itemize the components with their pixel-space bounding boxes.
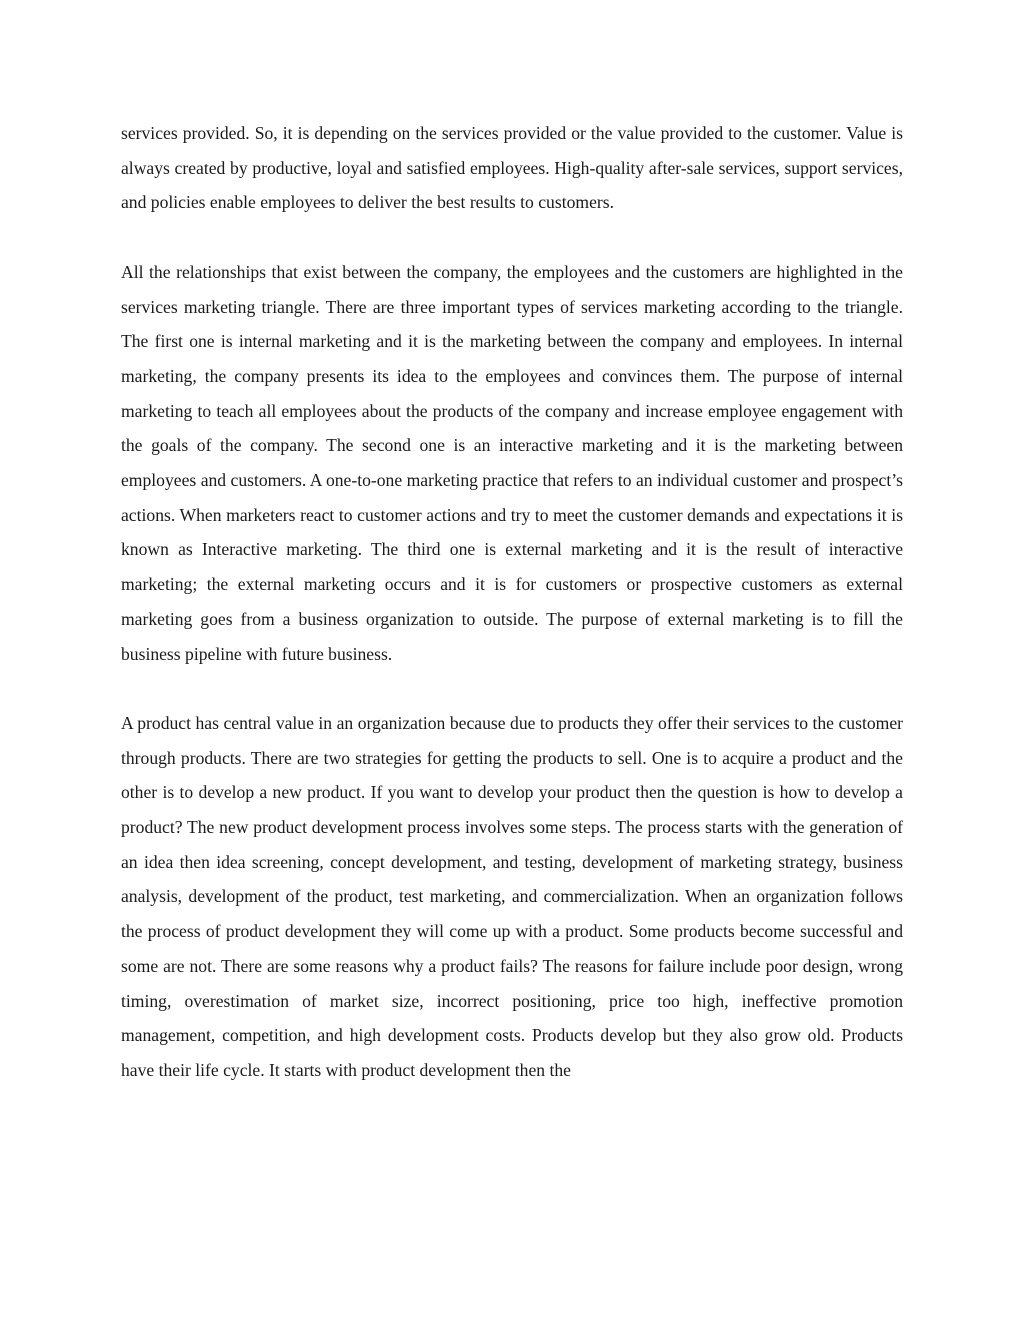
document-body — [121, 116, 903, 1088]
paragraph-1: services provided. So, it is depending on the services provided or the value provided to the customer. Value is always created by productive, loyal and satisfied employees. High-quality after-sale services, support services, and policies enable employees to deliver the best results to customers. — [121, 123, 903, 213]
paragraph-3: A product has central value in an organization because due to products they offer their services to the customer through products. There are two strategies for getting the products to sell. One is to acquire a product and the other is to develop a new product. If you want to develop your product then the question is how to develop a product? The new product development process involves some steps. The process starts with the generation of an idea then idea screening, concept development, and testing, development of marketing strategy, business analysis, development of the product, test marketing, and commercialization. When an organization follows the process of product development they will come up with a product. Some products become successful and some are not. There are some reasons why a product fails? The reasons for failure include poor design, wrong timing, overestimation of market size, incorrect positioning, price too high, ineffective promotion management, competition, and high development costs. Products develop but they also grow old. Products have their life cycle. It starts with product development then the — [121, 712, 903, 1080]
paragraph-2: All the relationships that exist between the company, the employees and the customers are highlighted in the services marketing triangle. There are three important types of services marketing according to the triangle. The first one is internal marketing and it is the marketing between the company and employees. In internal marketing, the company presents its idea to the employees and convinces them. The purpose of internal marketing to teach all employees about the products of the company and increase employee engagement with the goals of the company. The second one is an interactive marketing and it is the marketing between employees and customers. A one-to-one marketing practice that refers to an individual customer and prospect’s actions. When marketers react to customer actions and try to meet the customer demands and expectations it is known as Interactive marketing. The third one is external marketing and it is the result of interactive marketing; the external marketing occurs and it is for customers or prospective customers as external marketing goes from a business organization to outside. The purpose of external marketing is to fill the business pipeline with future business. — [121, 261, 903, 664]
